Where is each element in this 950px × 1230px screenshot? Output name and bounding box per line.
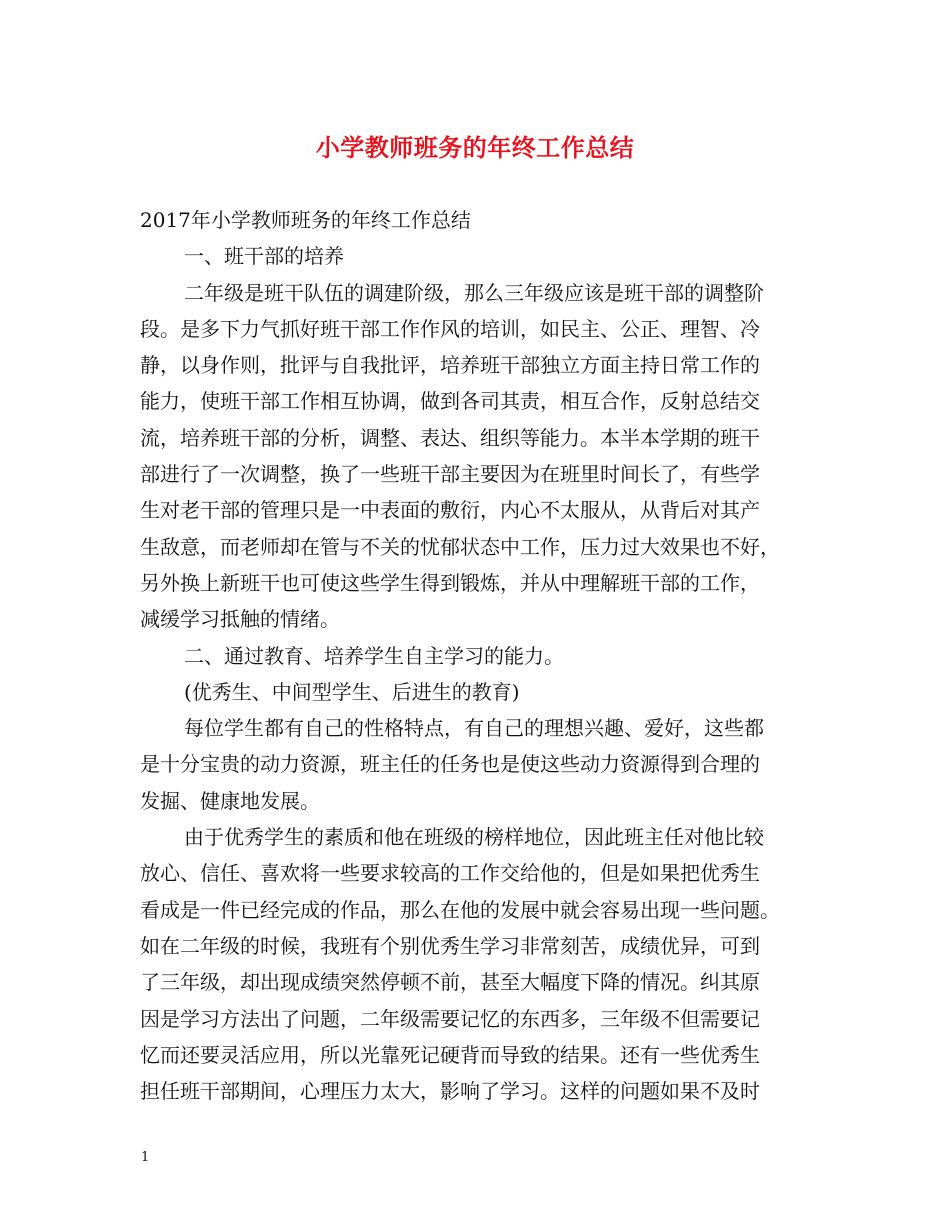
body-line: 每位学生都有自己的性格特点，有自己的理想兴趣、爱好，这些都 xyxy=(184,716,764,741)
body-line: 减缓学习抵触的情绪。 xyxy=(140,607,340,632)
document-title: 小学教师班务的年终工作总结 xyxy=(315,134,635,162)
body-line: 是十分宝贵的动力资源，班主任的任务也是使这些动力资源得到合理的 xyxy=(140,752,760,777)
body-line: 一、班干部的培养 xyxy=(184,244,344,269)
document-body xyxy=(140,202,820,1109)
body-line: 二年级是班干队伍的调建阶级，那么三年级应该是班干部的调整阶 xyxy=(184,280,764,305)
body-line: 发掘、健康地发展。 xyxy=(140,788,320,813)
body-line: 放心、信任、喜欢将一些要求较高的工作交给他的，但是如果把优秀生 xyxy=(140,861,760,886)
body-line: 能力，使班干部工作相互协调，做到各司其责，相互合作，反射总结交 xyxy=(140,389,760,414)
body-line: 忆而还要灵活应用，所以光靠死记硬背而导致的结果。还有一些优秀生 xyxy=(140,1042,760,1067)
body-line: 2017年小学教师班务的年终工作总结 xyxy=(140,208,471,232)
body-line: 流，培养班干部的分析，调整、表达、组织等能力。本半本学期的班干 xyxy=(140,425,760,450)
body-line: (优秀生、中间型学生、后进生的教育) xyxy=(184,679,520,704)
body-line: 担任班干部期间，心理压力太大，影响了学习。这样的问题如果不及时 xyxy=(140,1079,760,1104)
body-line: 生敌意，而老师却在管与不关的忧郁状态中工作，压力过大效果也不好， xyxy=(140,534,780,559)
body-line: 二、通过教育、培养学生自主学习的能力。 xyxy=(184,643,564,668)
body-line: 段。是多下力气抓好班干部工作作风的培训，如民主、公正、理智、冷 xyxy=(140,316,760,341)
body-line: 由于优秀学生的素质和他在班级的榜样地位，因此班主任对他比较 xyxy=(184,825,764,850)
body-line: 如在二年级的时候，我班有个别优秀生学习非常刻苦，成绩优异，可到 xyxy=(140,933,760,958)
body-line: 因是学习方法出了问题，二年级需要记忆的东西多，三年级不但需要记 xyxy=(140,1006,760,1031)
body-line: 另外换上新班干也可使这些学生得到锻炼，并从中理解班干部的工作， xyxy=(140,570,760,595)
body-line: 静，以身作则，批评与自我批评，培养班干部独立方面主持日常工作的 xyxy=(140,353,760,378)
body-line: 生对老干部的管理只是一中表面的敷衍，内心不太服从，从背后对其产 xyxy=(140,498,760,523)
page-number: 1 xyxy=(141,1150,150,1165)
body-line: 了三年级，却出现成绩突然停顿不前，甚至大幅度下降的情况。纠其原 xyxy=(140,970,760,995)
body-line: 部进行了一次调整，换了一些班干部主要因为在班里时间长了，有些学 xyxy=(140,462,760,487)
body-line: 看成是一件已经完成的作品，那么在他的发展中就会容易出现一些问题。 xyxy=(140,897,780,922)
